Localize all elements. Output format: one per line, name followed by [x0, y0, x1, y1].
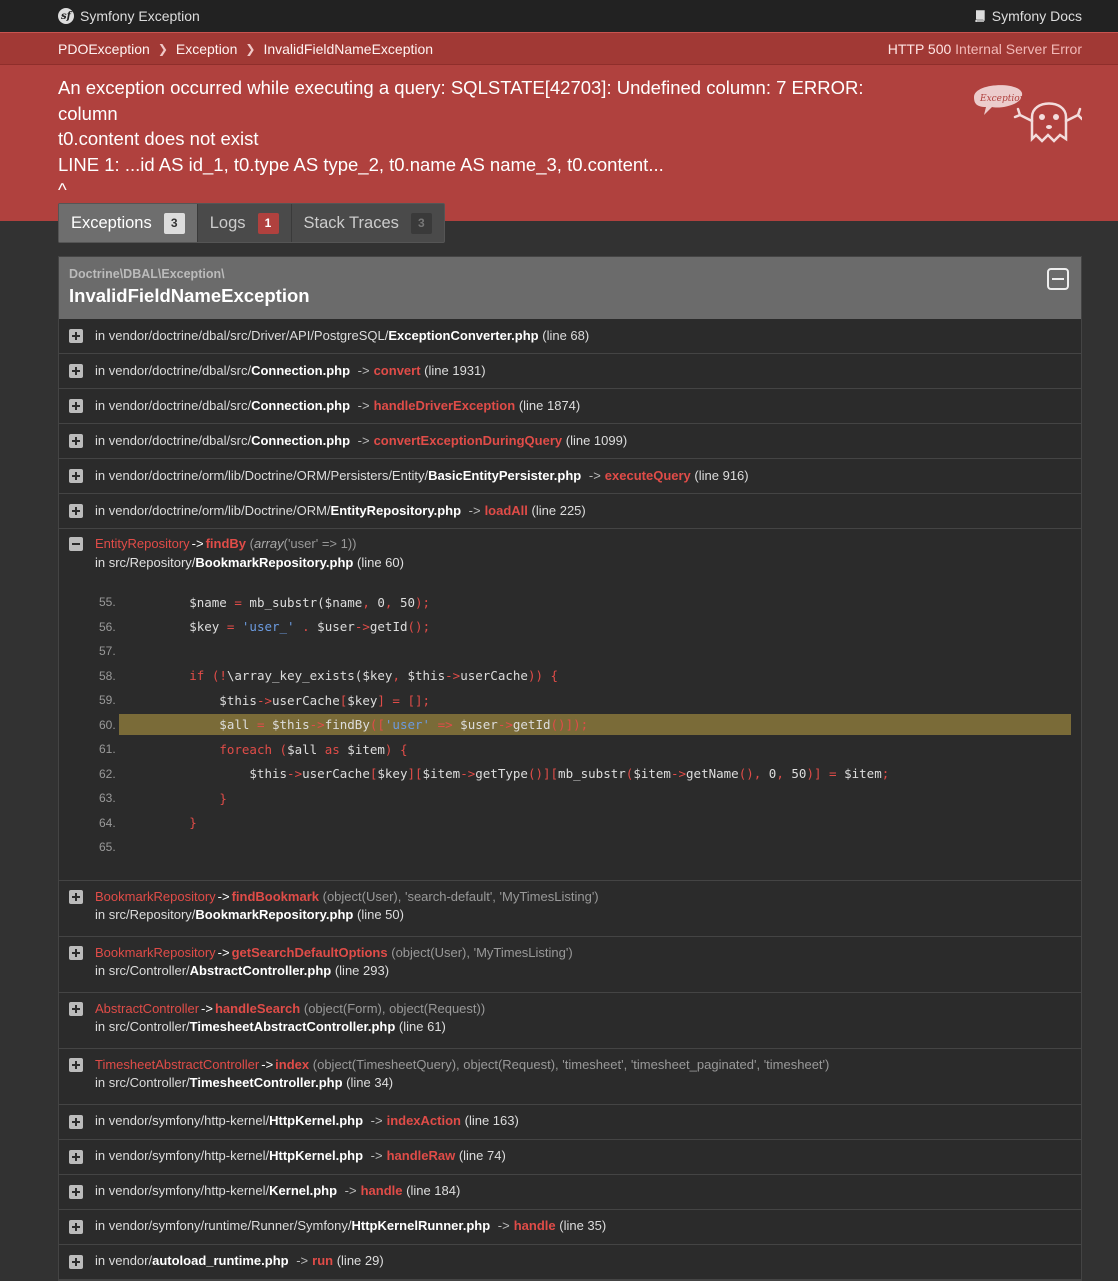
code-line: 61. foreach ($all as $item) { — [99, 741, 408, 757]
expand-icon[interactable] — [69, 1220, 83, 1234]
trace-method: convert — [373, 362, 421, 378]
trace-file[interactable]: TimesheetController.php — [189, 1075, 343, 1090]
trace-line: (line 1931) — [424, 362, 486, 378]
trace-row-expanded[interactable] — [69, 535, 1071, 572]
trace-arrow: -> — [588, 467, 601, 483]
http-status-text: Internal Server Error — [955, 40, 1082, 57]
expand-icon[interactable] — [69, 399, 83, 413]
trace-arrow: -> — [201, 1000, 213, 1016]
trace-path: in vendor/doctrine/dbal/src/ — [95, 397, 252, 413]
trace-line: (line 163) — [464, 1113, 519, 1129]
trace-row[interactable] — [59, 424, 1081, 459]
trace-row[interactable] — [59, 937, 1081, 993]
trace-method: indexAction — [386, 1113, 461, 1129]
trace-path: in vendor/doctrine/dbal/src/ — [95, 432, 252, 448]
trace-file[interactable]: EntityRepository.php — [330, 502, 462, 518]
trace-class: TimesheetAbstractController — [95, 1056, 260, 1072]
tab-label: Exceptions — [71, 213, 152, 232]
trace-line: (line 35) — [559, 1218, 607, 1234]
trace-row[interactable] — [59, 1175, 1081, 1210]
trace-file[interactable]: BookmarkRepository.php — [195, 907, 354, 922]
ghost-speech-text: Exception! — [980, 94, 1030, 104]
expand-icon[interactable] — [69, 1115, 83, 1129]
app-title: Symfony Exception — [80, 8, 200, 24]
trace-path: in vendor/symfony/http-kernel/ — [95, 1113, 270, 1129]
trace-method: handle — [360, 1183, 403, 1199]
trace-line: (line 60) — [357, 554, 404, 570]
trace-path: in vendor/doctrine/dbal/src/ — [95, 362, 252, 378]
code-line-highlighted: 60. $all = $this->findBy(['user' => $user->getId()]); — [69, 713, 1071, 738]
trace-method: convertExceptionDuringQuery — [373, 432, 563, 448]
breadcrumb-item[interactable]: Exception — [175, 40, 238, 57]
exception-title-bar — [59, 257, 1081, 319]
trace-row[interactable] — [59, 494, 1081, 529]
trace-file[interactable]: HttpKernel.php — [269, 1113, 364, 1129]
trace-file[interactable]: Kernel.php — [269, 1183, 338, 1199]
code-line: 56. $key = 'user_' . $user->getId(); — [99, 619, 431, 635]
breadcrumb-row — [0, 33, 1118, 65]
trace-class: BookmarkRepository — [95, 888, 216, 904]
trace-line: (line 184) — [406, 1183, 461, 1199]
trace-function: getSearchDefaultOptions — [231, 944, 388, 960]
trace-args: (object(TimesheetQuery), object(Request), 'timesheet', 'timesheet_paginated', 'timesheet') — [312, 1056, 830, 1072]
tab-bar — [58, 203, 445, 243]
trace-method: loadAll — [484, 502, 528, 518]
trace-arrow: -> — [357, 432, 370, 448]
code-line: 57. — [99, 644, 116, 659]
trace-row[interactable] — [59, 993, 1081, 1049]
http-status — [888, 41, 1082, 57]
expand-icon[interactable] — [69, 1058, 83, 1072]
ghost-icon — [970, 77, 1082, 149]
trace-line: (line 74) — [458, 1148, 506, 1164]
book-icon — [974, 10, 986, 22]
tab-label: Stack Traces — [303, 213, 399, 232]
tab-count-badge: 3 — [164, 213, 185, 234]
exception-header — [0, 32, 1118, 221]
trace-path: in vendor/symfony/http-kernel/ — [95, 1183, 270, 1199]
tab-label: Logs — [209, 213, 246, 232]
trace-arrow: -> — [468, 502, 481, 518]
app-title-group — [58, 8, 200, 24]
http-code: HTTP 500 — [887, 40, 952, 57]
expand-icon[interactable] — [69, 434, 83, 448]
trace-path: in src/Controller/ — [95, 1075, 190, 1090]
breadcrumb — [58, 41, 433, 57]
code-line: 59. $this->userCache[$key] = []; — [99, 692, 431, 708]
trace-arrow: -> — [357, 362, 370, 378]
trace-arrow: -> — [370, 1148, 383, 1164]
exception-message-area — [0, 65, 1118, 221]
collapse-trace-icon[interactable] — [69, 537, 83, 551]
trace-row[interactable] — [59, 881, 1081, 937]
trace-arrow: -> — [217, 944, 230, 960]
trace-line: (line 34) — [346, 1075, 394, 1090]
trace-function: handleSearch — [214, 1000, 301, 1016]
trace-path: in vendor/doctrine/orm/lib/Doctrine/ORM/Persisters/Entity/ — [95, 467, 429, 483]
expand-icon[interactable] — [69, 1255, 83, 1269]
trace-path: in src/Repository/ — [95, 554, 196, 570]
trace-row[interactable] — [59, 319, 1081, 354]
trace-line: (line 61) — [398, 1019, 446, 1034]
trace-arrow: -> — [344, 1183, 357, 1199]
trace-arrow: -> — [191, 536, 204, 551]
trace-line: (line 50) — [357, 907, 404, 922]
trace-path: in src/Controller/ — [95, 963, 190, 978]
tab-exceptions[interactable] — [59, 204, 198, 242]
trace-file[interactable]: BookmarkRepository.php — [195, 554, 354, 570]
trace-line: (line 916) — [694, 467, 749, 483]
trace-path: in src/Controller/ — [95, 1019, 190, 1034]
trace-line: (line 68) — [542, 327, 590, 343]
exception-class: InvalidFieldNameException — [69, 285, 310, 306]
tab-logs[interactable] — [198, 204, 292, 242]
trace-path: in vendor/symfony/http-kernel/ — [95, 1148, 270, 1164]
expand-icon[interactable] — [69, 329, 83, 343]
trace-row[interactable] — [59, 1049, 1081, 1105]
trace-row[interactable] — [59, 1140, 1081, 1175]
trace-arrow: -> — [357, 397, 370, 413]
trace-args: (object(Form), object(Request)) — [303, 1000, 486, 1016]
trace-file[interactable]: BasicEntityPersister.php — [428, 467, 582, 483]
trace-file[interactable]: Connection.php — [251, 397, 351, 413]
top-bar — [0, 0, 1118, 32]
trace-row[interactable] — [59, 1105, 1081, 1140]
trace-path: in vendor/symfony/runtime/Runner/Symfony/ — [95, 1218, 352, 1234]
code-excerpt — [69, 590, 1071, 860]
expand-icon[interactable] — [69, 364, 83, 378]
trace-function: index — [275, 1056, 310, 1072]
trace-args: (object(User), 'search-default', 'MyTimesListing') — [322, 888, 599, 904]
trace-arrow: -> — [370, 1113, 383, 1129]
trace-row[interactable] — [59, 1210, 1081, 1245]
trace-file[interactable]: HttpKernelRunner.php — [351, 1218, 491, 1234]
trace-file[interactable]: TimesheetAbstractController.php — [189, 1019, 396, 1034]
trace-expanded — [59, 529, 1081, 881]
symfony-logo-icon: sf — [58, 8, 74, 24]
expand-icon[interactable] — [69, 469, 83, 483]
expand-icon[interactable] — [69, 504, 83, 518]
expand-icon[interactable] — [69, 1185, 83, 1199]
exception-panel — [58, 256, 1082, 1281]
trace-file[interactable]: ExceptionConverter.php — [388, 327, 539, 343]
trace-arrow: -> — [296, 1253, 309, 1269]
exception-namespace: Doctrine\DBAL\Exception\ — [69, 267, 225, 281]
expand-icon[interactable] — [69, 1002, 83, 1016]
trace-arrow: -> — [261, 1056, 274, 1072]
tab-count-badge: 1 — [258, 213, 279, 234]
trace-file[interactable]: Connection.php — [251, 432, 351, 448]
code-line: 63. } — [99, 790, 227, 806]
trace-method: handle — [513, 1218, 556, 1234]
trace-path: in vendor/doctrine/orm/lib/Doctrine/ORM/ — [95, 502, 331, 518]
trace-class: EntityRepository — [95, 536, 190, 551]
expand-icon[interactable] — [69, 1150, 83, 1164]
chevron-right-icon: ❯ — [245, 41, 256, 56]
exception-message: An exception occurred while executing a query: SQLSTATE[42703]: Undefined column: 7 ERROR: column t0.content does not exist LINE 1: ...id AS id_1, t0.type AS type_2, t0.name AS name_3, t0.content... ^ — [58, 77, 864, 200]
collapse-icon[interactable] — [1047, 268, 1069, 290]
trace-args: (object(User), 'MyTimesListing') — [391, 944, 573, 960]
expand-icon[interactable] — [69, 890, 83, 904]
trace-row[interactable] — [59, 354, 1081, 389]
docs-link[interactable] — [974, 8, 1082, 24]
tab-count-badge: 3 — [411, 213, 432, 234]
chevron-right-icon: ❯ — [157, 41, 168, 56]
trace-arrow: -> — [497, 1218, 510, 1234]
code-line: 55. $name = mb_substr($name, 0, 50); — [99, 594, 431, 610]
trace-line: (line 1874) — [518, 397, 581, 413]
code-line: 62. $this->userCache[$key][$item->getType()][mb_substr($item->getName(), 0, 50)] = $item; — [99, 766, 890, 782]
docs-link-label[interactable]: Symfony Docs — [991, 8, 1082, 24]
trace-row[interactable] — [59, 459, 1081, 494]
expand-icon[interactable] — [69, 946, 83, 960]
trace-method: handleDriverException — [373, 397, 516, 413]
trace-path: in src/Repository/ — [95, 907, 196, 922]
trace-args: (array('user' => 1)) — [249, 536, 357, 551]
trace-line: (line 225) — [531, 502, 586, 518]
code-line: 65. — [99, 840, 116, 855]
breadcrumb-item[interactable]: PDOException — [58, 40, 150, 57]
trace-file[interactable]: Connection.php — [251, 362, 351, 378]
trace-line: (line 29) — [336, 1253, 384, 1269]
trace-file[interactable]: HttpKernel.php — [269, 1148, 364, 1164]
code-line: 58. if (!\array_key_exists($key, $this->userCache)) { — [99, 668, 559, 684]
trace-path: in vendor/doctrine/dbal/src/Driver/API/PostgreSQL/ — [95, 327, 389, 343]
trace-arrow: -> — [217, 888, 230, 904]
trace-line: (line 293) — [334, 963, 390, 978]
tab-stack-traces[interactable] — [292, 204, 444, 242]
trace-row[interactable] — [59, 389, 1081, 424]
trace-method: handleRaw — [386, 1148, 456, 1164]
trace-function: findBy — [205, 536, 247, 551]
trace-class: BookmarkRepository — [95, 944, 216, 960]
trace-path: in vendor/ — [95, 1253, 153, 1269]
breadcrumb-item[interactable]: InvalidFieldNameException — [263, 40, 434, 57]
trace-function: findBookmark — [231, 888, 319, 904]
trace-method: run — [312, 1253, 334, 1269]
trace-row[interactable] — [59, 1245, 1081, 1280]
trace-file[interactable]: AbstractController.php — [189, 963, 332, 978]
code-line: 64. } — [99, 815, 197, 831]
trace-line: (line 1099) — [565, 432, 628, 448]
trace-file[interactable]: autoload_runtime.php — [152, 1253, 289, 1269]
trace-class: AbstractController — [95, 1000, 200, 1016]
trace-method: executeQuery — [604, 467, 691, 483]
